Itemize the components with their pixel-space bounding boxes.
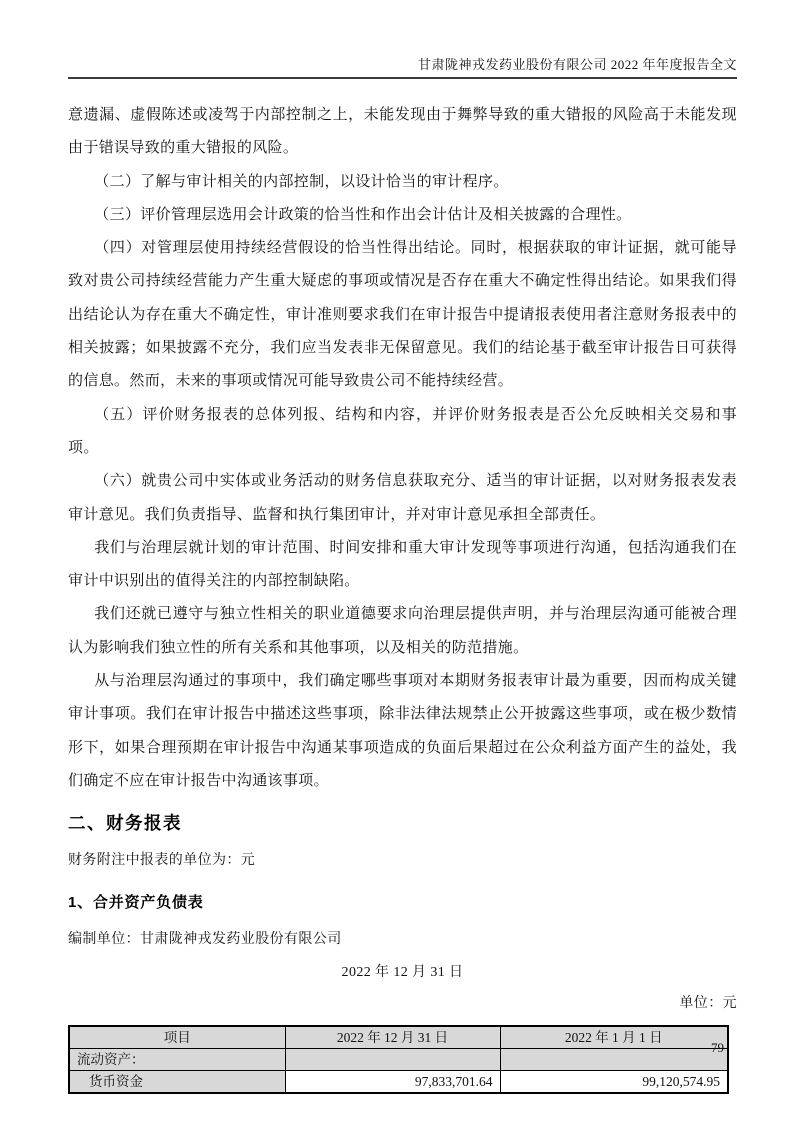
row-label: 货币资金 [69,1071,285,1094]
running-header [68,0,737,79]
report-title: 甘肃陇神戎发药业股份有限公司 2022 年年度报告全文 [417,57,737,72]
unit-note: 财务附注中报表的单位为：元 [68,853,256,869]
audit-paragraph: （二）了解与审计相关的内部控制，以设计恰当的审计程序。 [94,173,509,190]
row-value-period-start [500,1049,728,1071]
page-number: 79 [711,1040,724,1055]
table-header-row [69,1026,728,1049]
section-heading-financial-statements: 二、财务报表 [68,813,182,834]
row-value-period-end [285,1049,500,1071]
statement-date: 2022 年 12 月 31 日 [341,965,464,981]
audit-paragraph: 我们还就已遵守与独立性相关的职业道德要求向治理层提供声明，并与治理层沟通可能被合理认为影响我们独立性的所有关系和其他事项，以及相关的防范措施。 [68,606,737,656]
prepared-by-line: 编制单位：甘肃陇神戎发药业股份有限公司 [68,932,342,948]
row-label: 流动资产： [69,1049,285,1071]
audit-paragraph: （四）对管理层使用持续经营假设的恰当性得出结论。同时，根据获取的审计证据，就可能导致对贵公司持续经营能力产生重大疑虑的事项或情况是否存在重大不确定性得出结论。如果我们得出结论认为存在重大不确定性，审计准则要求我们在审计报告中提请报表使用者注意财务报表中的相关披露；如果披露不充分，我们应当发表非无保留意见。我们的结论基于截至审计报告日可获得的信息。然而，未来的事项或情况可能导致贵公司不能持续经营。 [68,240,737,390]
audit-report-text [68,99,737,798]
row-value-period-end: 97,833,701.64 [285,1071,500,1094]
column-header-period-end: 2022 年 12 月 31 日 [285,1026,500,1049]
audit-paragraph: （六）就贵公司中实体或业务活动的财务信息获取充分、适当的审计证据，以对财务报表发表审计意见。我们负责指导、监督和执行集团审计，并对审计意见承担全部责任。 [68,473,737,523]
audit-paragraph: （五）评价财务报表的总体列报、结构和内容，并评价财务报表是否公允反映相关交易和事项。 [68,406,737,456]
unit-label: 单位：元 [679,996,737,1012]
column-header-period-start: 2022 年 1 月 1 日 [500,1026,728,1049]
row-value-period-start: 99,120,574.95 [500,1071,728,1094]
subsection-heading-consolidated-balance-sheet: 1、合并资产负债表 [68,894,204,912]
audit-paragraph: 意遗漏、虚假陈述或凌驾于内部控制之上，未能发现由于舞弊导致的重大错报的风险高于未能发现由于错误导致的重大错报的风险。 [68,107,737,157]
table-row-monetary-funds [69,1071,728,1094]
table-row-current-assets [69,1049,728,1071]
audit-paragraph: 从与治理层沟通过的事项中，我们确定哪些事项对本期财务报表审计最为重要，因而构成关键审计事项。我们在审计报告中描述这些事项，除非法律法规禁止公开披露这些事项，或在极少数情形下，如果合理预期在审计报告中沟通某事项造成的负面后果超过在公众利益方面产生的益处，我们确定不应在审计报告中沟通该事项。 [68,673,737,789]
audit-paragraph: （三）评价管理层选用会计政策的恰当性和作出会计估计及相关披露的合理性。 [94,206,632,223]
audit-paragraph: 我们与治理层就计划的审计范围、时间安排和重大审计发现等事项进行沟通，包括沟通我们在审计中识别出的值得关注的内部控制缺陷。 [68,539,737,590]
balance-sheet-table [68,1025,729,1094]
column-header-item: 项目 [69,1026,285,1049]
